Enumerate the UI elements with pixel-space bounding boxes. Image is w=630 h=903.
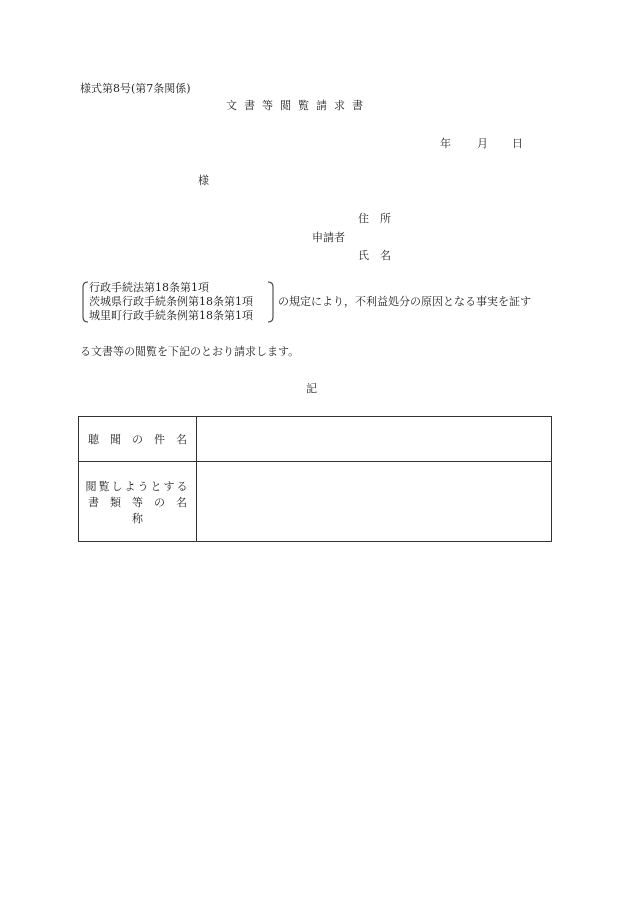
document-name-field[interactable] [197, 462, 552, 542]
law-brace-group [81, 281, 275, 323]
document-name-label [79, 462, 197, 542]
table-row [79, 462, 552, 542]
date-day-label: 日 [512, 137, 523, 150]
law-line-2: 茨城県行政手続条例第18条第1項 [89, 295, 253, 308]
addressee-suffix: 様 [198, 174, 209, 187]
form-number: 様式第8号(第7条関係) [80, 82, 191, 95]
body-text-2: る文書等の閲覧を下記のとおり請求します。 [80, 345, 300, 358]
date-year-label: 年 [440, 137, 451, 150]
law-line-1: 行政手続法第18条第1項 [89, 281, 209, 294]
page-title: 文書等閲覧請求書 [226, 99, 370, 112]
document-name-label-line2: 書 類 等 の 名 称 [88, 495, 198, 525]
table-row [79, 417, 552, 462]
applicant-label: 申請者 [312, 231, 345, 244]
name-label: 氏 名 [358, 249, 391, 262]
ki-label: 記 [306, 382, 317, 395]
date-month-label: 月 [477, 137, 488, 150]
request-table [78, 416, 552, 542]
document-name-label-line1: 閲覧しようとする [85, 479, 190, 493]
body-text-1: の規定により，不利益処分の原因となる事実を証す [278, 295, 531, 308]
hearing-subject-label: 聴 聞 の 件 名 [79, 417, 197, 462]
hearing-subject-field[interactable] [197, 417, 552, 462]
law-line-3: 城里町行政手続条例第18条第1項 [89, 309, 253, 322]
address-label: 住 所 [358, 212, 391, 225]
